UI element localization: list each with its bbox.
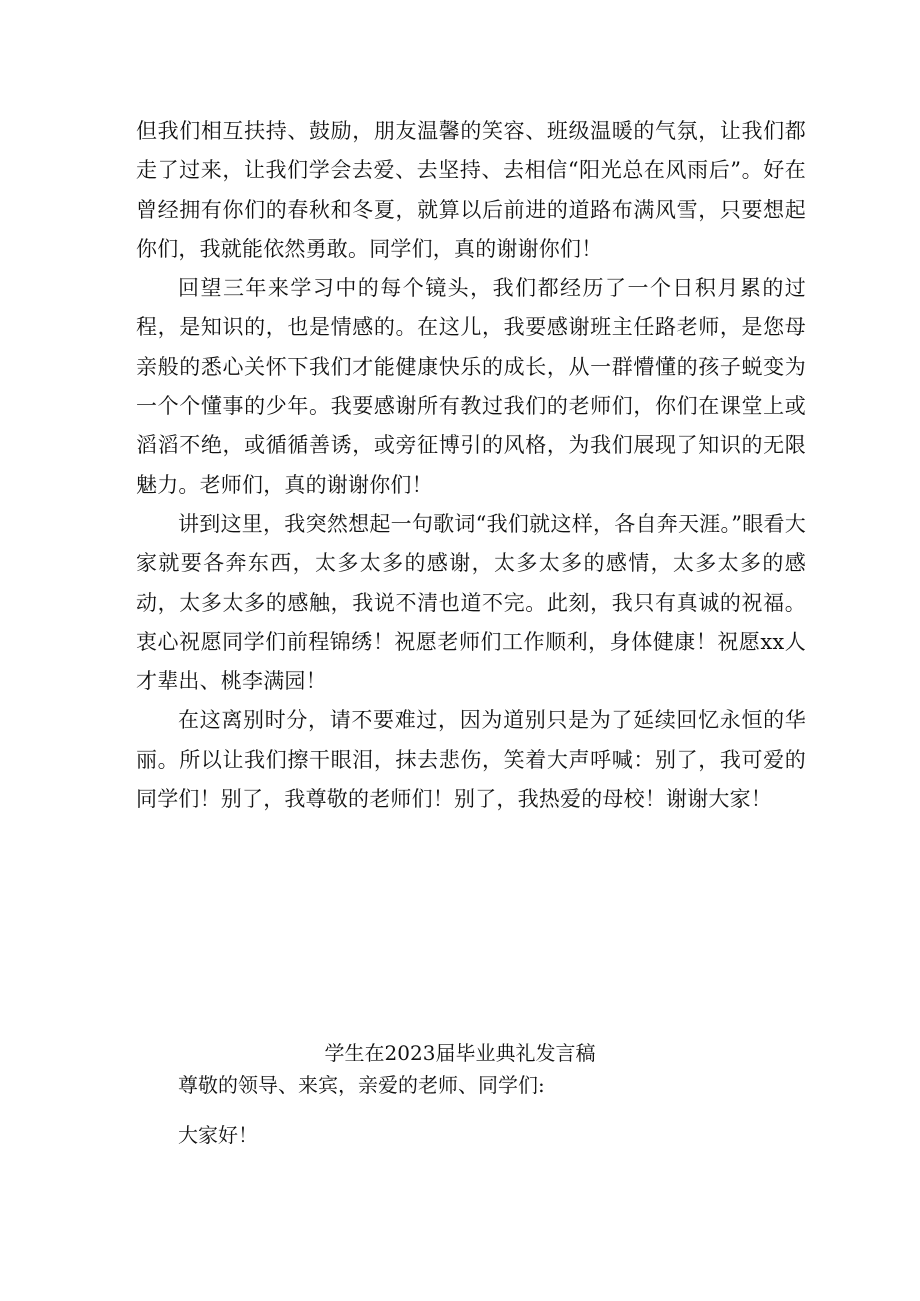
greeting-line: 大家好！ xyxy=(178,1123,258,1147)
salutation-line: 尊敬的领导、来宾，亲爱的老师、同学们: xyxy=(178,1073,545,1097)
paragraph-1: 但我们相互扶持、鼓励，朋友温馨的笑容、班级温暖的气氛，让我们都走了过来，让我们学会去爱、去坚持、去相信“阳光总在风雨后”。好在曾经拥有你们的春秋和冬夏，就算以后前进的道路布满风雪，只要想起你们，我就能依然勇敢。同学们，真的谢谢你们！ xyxy=(136,119,806,261)
paragraph-2: 回望三年来学习中的每个镜头，我们都经历了一个日积月累的过程，是知识的，也是情感的。在这儿，我要感谢班主任路老师，是您母亲般的悉心关怀下我们才能健康快乐的成长，从一群懵懂的孩子蜕变为一个个懂事的少年。我要感谢所有教过我们的老师们，你们在课堂上或滔滔不绝，或循循善诱，或旁征博引的风格，为我们展现了知识的无限魅力。老师们，真的谢谢你们！ xyxy=(136,276,806,497)
document-body xyxy=(136,112,806,819)
paragraph-4: 在这离别时分，请不要难过，因为道别只是为了延续回忆永恒的华丽。所以让我们擦干眼泪，抹去悲伤，笑着大声呼喊：别了，我可爱的同学们！别了，我尊敬的老师们！别了，我热爱的母校！谢谢大家！ xyxy=(136,708,806,812)
paragraph-3: 讲到这里，我突然想起一句歌词“我们就这样，各自奔天涯。”眼看大家就要各奔东西，太多太多的感谢，太多太多的感情，太多太多的感动，太多太多的感触，我说不清也道不完。此刻，我只有真诚的祝福。衷心祝愿同学们前程锦绣！祝愿老师们工作顺利，身体健康！祝愿xx人才辈出、桃李满园！ xyxy=(136,511,806,694)
document-title: 学生在2023届毕业典礼发言稿 xyxy=(324,1041,596,1065)
